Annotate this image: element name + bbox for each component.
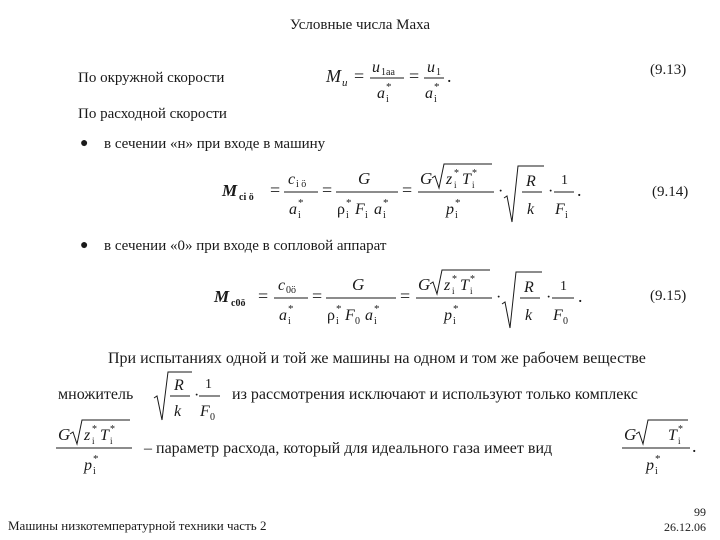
eq914-G: G	[358, 169, 371, 188]
svg-text:i: i	[110, 436, 113, 446]
svg-text:0: 0	[355, 316, 360, 327]
svg-text:·: ·	[496, 289, 502, 306]
svg-text:*: *	[470, 274, 475, 285]
svg-text:G: G	[624, 425, 637, 444]
svg-text:i: i	[374, 316, 377, 327]
eq914-a2: a	[374, 201, 382, 218]
bullet-icon: ●	[80, 136, 89, 151]
svg-text:*: *	[92, 424, 97, 435]
eq-number-9-14: (9.14)	[652, 184, 689, 200]
eq914-a1: a	[289, 201, 297, 218]
svg-text:=: =	[409, 66, 420, 86]
eq914-p: p	[446, 201, 454, 218]
eq915-T: T	[460, 277, 469, 294]
eq913-den2-i: i	[434, 94, 437, 105]
eq914-one: 1	[561, 173, 568, 188]
label-flow-speed: По расходной скорости	[78, 106, 227, 122]
formula-9-15	[214, 262, 584, 334]
formula-flow-complex	[56, 414, 136, 476]
svg-text:*: *	[346, 197, 352, 209]
svg-text:1: 1	[205, 377, 212, 392]
eq915-p: p	[444, 307, 452, 324]
svg-text:=: =	[354, 66, 365, 86]
eq913-den1-i: i	[386, 94, 389, 105]
eq915-G: G	[352, 275, 365, 294]
svg-text:k: k	[174, 403, 182, 420]
svg-text:*: *	[455, 197, 461, 209]
svg-text:F: F	[200, 403, 210, 420]
svg-text:*: *	[678, 424, 683, 435]
eq914-z: z	[446, 171, 453, 188]
eq914-k: k	[527, 201, 535, 218]
svg-text:i: i	[336, 316, 339, 327]
eq914-R: R	[526, 173, 536, 190]
svg-text:i: i	[453, 316, 456, 327]
eq914-F2: F	[555, 201, 565, 218]
paragraph-line-2b: из рассмотрения исключают и используют только комплекс	[232, 386, 638, 403]
eq915-M: M	[214, 287, 230, 306]
svg-text:i: i	[383, 210, 386, 221]
eq914-F: F	[355, 201, 365, 218]
svg-text:*: *	[374, 303, 380, 315]
eq915-F: F	[345, 307, 355, 324]
svg-text:i: i	[655, 466, 658, 477]
svg-text:*: *	[288, 303, 294, 315]
eq913-den2-a: a	[425, 85, 433, 102]
svg-text:R: R	[174, 377, 184, 394]
eq914-T: T	[462, 171, 471, 188]
formula-multiplier	[152, 368, 224, 426]
svg-text:=: =	[400, 286, 411, 306]
eq915-F2: F	[553, 307, 563, 324]
eq915-a2: a	[365, 307, 373, 324]
svg-text:*: *	[452, 274, 457, 285]
svg-text:i: i	[92, 436, 95, 446]
page-number: 99	[694, 505, 706, 519]
svg-text:i: i	[678, 436, 681, 446]
svg-text:i: i	[565, 210, 568, 221]
eq915-c: c	[278, 277, 286, 294]
eq915-one: 1	[560, 279, 567, 294]
svg-text:T: T	[100, 427, 109, 444]
eq913-num2-u: u	[427, 59, 435, 76]
svg-text:0: 0	[210, 412, 215, 423]
svg-text:i: i	[454, 180, 457, 190]
eq913-M: M	[326, 66, 341, 86]
svg-text:.: .	[692, 436, 697, 456]
bullet-1-text: в сечении «н» при входе в машину	[104, 136, 326, 152]
footer-date: 26.12.06	[664, 520, 706, 534]
footer-course-title: Машины низкотемпературной техники часть 2	[8, 518, 267, 533]
bullet-2-text: в сечении «0» при входе в сопловой аппарат	[104, 238, 387, 254]
svg-text:=: =	[270, 180, 281, 200]
svg-text:i: i	[288, 316, 291, 327]
eq915-k: k	[525, 307, 533, 324]
svg-text:i: i	[365, 210, 368, 221]
svg-text:·: ·	[498, 183, 504, 200]
paragraph-line-2a: множитель	[58, 386, 134, 403]
formula-9-14	[222, 158, 582, 228]
svg-text:*: *	[336, 303, 342, 315]
svg-text:i: i	[93, 466, 96, 477]
svg-text:*: *	[655, 453, 661, 465]
svg-text:i: i	[470, 286, 473, 296]
eq915-M-sub: c0ö	[231, 298, 246, 309]
svg-text:G: G	[58, 425, 71, 444]
svg-text:.: .	[578, 286, 583, 306]
svg-text:*: *	[453, 303, 459, 315]
eq-number-9-15: (9.15)	[650, 288, 687, 304]
svg-text:.: .	[447, 66, 452, 86]
eq914-rho: ρ	[337, 201, 345, 218]
eq914-c-sub: i ö	[296, 179, 307, 190]
svg-text:=: =	[258, 286, 269, 306]
slide-title: Условные числа Маха	[289, 17, 431, 33]
eq913-num2-sub: 1	[436, 67, 441, 78]
eq914-G2: G	[420, 169, 433, 188]
formula-ideal-gas	[622, 414, 702, 476]
formula-9-13	[320, 50, 470, 110]
svg-text:·: ·	[546, 289, 552, 306]
svg-text:=: =	[402, 180, 413, 200]
svg-text:.: .	[577, 180, 582, 200]
svg-text:p: p	[84, 457, 92, 474]
bullet-icon: ●	[80, 238, 89, 253]
eq914-c: c	[288, 171, 296, 188]
eq914-M-sub: ci ö	[239, 192, 254, 203]
svg-text:i: i	[346, 210, 349, 221]
svg-text:=: =	[312, 286, 323, 306]
svg-text:p: p	[646, 457, 654, 474]
svg-text:·: ·	[548, 183, 554, 200]
eq915-z: z	[444, 277, 451, 294]
svg-text:*: *	[454, 168, 459, 179]
svg-text:i: i	[455, 210, 458, 221]
svg-text:=: =	[322, 180, 333, 200]
eq915-a1: a	[279, 307, 287, 324]
eq913-num1-sub: 1аа	[381, 67, 395, 78]
eq913-den1-star: *	[386, 81, 392, 93]
eq915-c-sub: 0ö	[286, 285, 296, 296]
svg-text:*: *	[472, 168, 477, 179]
svg-text:*: *	[298, 197, 304, 209]
eq913-sub-u: u	[342, 77, 348, 89]
eq914-M: M	[222, 181, 238, 200]
paragraph-line-3: – параметр расхода, который для идеального газа имеет вид	[144, 440, 553, 457]
svg-text:z: z	[84, 427, 91, 444]
eq-number-9-13: (9.13)	[650, 62, 687, 78]
svg-text:0: 0	[563, 316, 568, 327]
eq913-num1-u: u	[372, 59, 380, 76]
svg-text:*: *	[110, 424, 115, 435]
svg-text:i: i	[472, 180, 475, 190]
svg-text:i: i	[452, 286, 455, 296]
svg-text:T: T	[668, 427, 677, 444]
svg-text:i: i	[298, 210, 301, 221]
eq913-den1-a: a	[377, 85, 385, 102]
label-circumferential-speed: По окружной скорости	[78, 70, 225, 86]
paragraph-line-1: При испытаниях одной и той же машины на одном и том же рабочем веществе	[108, 350, 646, 367]
eq915-rho: ρ	[327, 307, 335, 324]
eq915-R: R	[524, 279, 534, 296]
svg-text:*: *	[383, 197, 389, 209]
svg-text:·: ·	[194, 387, 200, 404]
eq913-den2-star: *	[434, 81, 440, 93]
svg-text:*: *	[93, 453, 99, 465]
eq915-G2: G	[418, 275, 431, 294]
